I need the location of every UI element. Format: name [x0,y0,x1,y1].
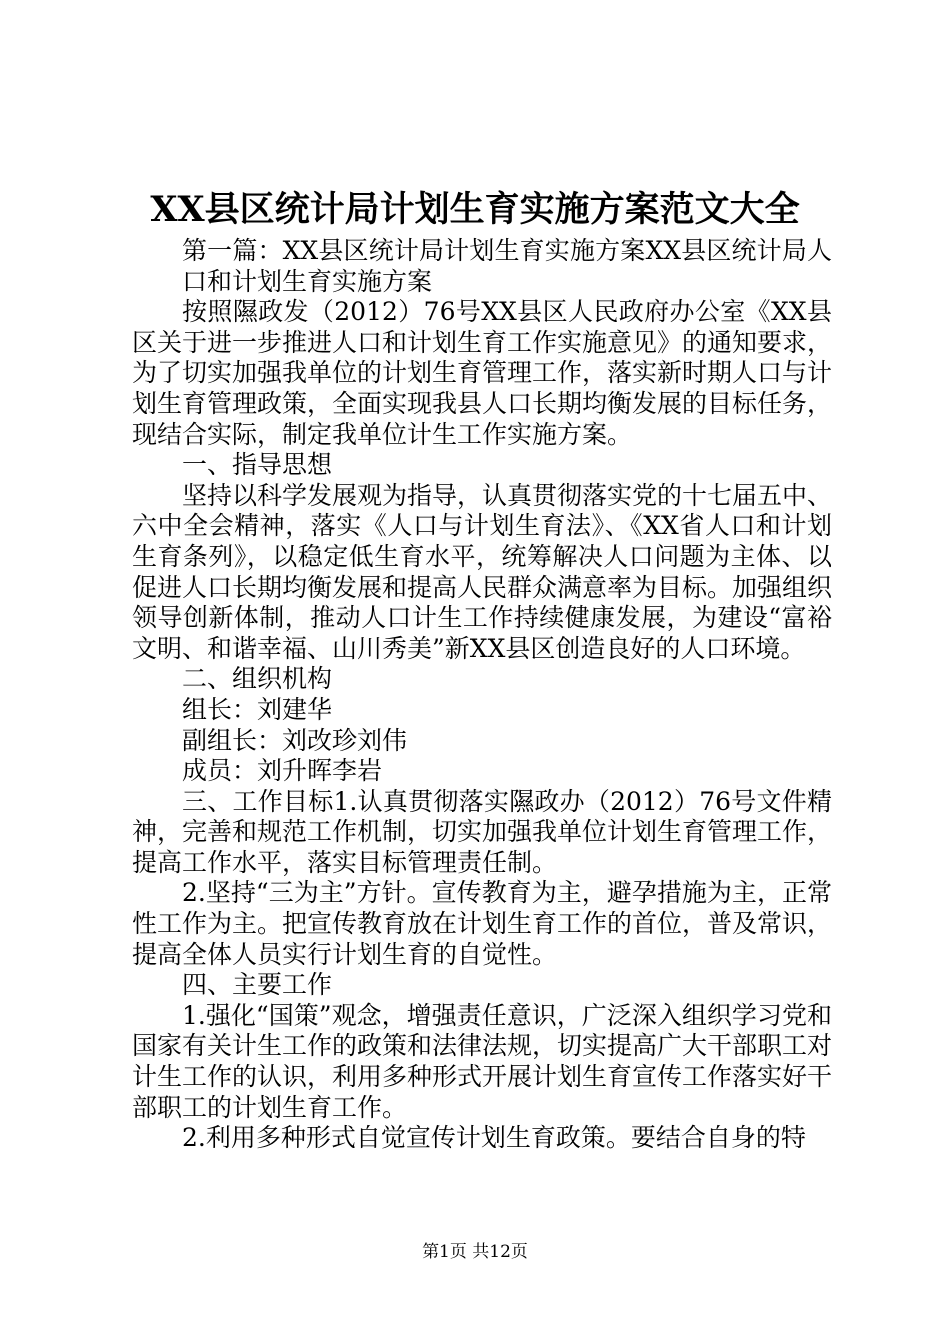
document-title: XX县区统计局计划生育实施方案范文大全 [150,189,800,230]
paragraph-intro: 按照隰政发（2012）76号XX县区人民政府办公室《XX县区关于进一步推进人口和计划生育工作实施意见》的通知要求，为了切实加强我单位的计划生育管理工作，落实新时期人口与计划生育管理政策，全面实现我县人口长期均衡发展的目标任务，现结合实际，制定我单位计生工作实施方案。 [132,297,833,449]
document-body [132,236,832,1154]
paragraph-work-goals-2: 2.坚持“三为主”方针。宣传教育为主，避孕措施为主，正常性工作为主。把宣传教育放在计划生育工作的首位，普及常识，提高全体人员实行计划生育的自觉性。 [132,878,833,969]
paragraph-guiding-thought: 坚持以科学发展观为指导，认真贯彻落实党的十七届五中、六中全会精神，落实《人口与计划生育法》、《XX省人口和计划生育条列》，以稳定低生育水平，统筹解决人口问题为主体、以促进人口长期均衡发展和提高人民群众满意率为目标。加强组织领导创新体制，推动人口计生工作持续健康发展，为建设“富裕文明、和谐幸福、山川秀美”新XX县区创造良好的人口环境。 [132,480,833,663]
paragraph-team-leader: 组长：刘建华 [182,694,333,724]
section-heading-organization: 二、组织机构 [182,664,333,694]
page-indicator: 第1页 共12页 [422,1242,528,1262]
paragraph-chapter-heading: 第一篇：XX县区统计局计划生育实施方案XX县区统计局人口和计划生育实施方案 [182,236,832,296]
paragraph-deputy-leader: 副组长：刘改珍刘伟 [182,725,408,755]
paragraph-main-work-2: 2.利用多种形式自觉宣传计划生育政策。要结合自身的特 [182,1123,806,1153]
paragraph-main-work-1: 1.强化“国策”观念，增强责任意识，广泛深入组织学习党和国家有关计生工作的政策和法律法规，切实提高广大干部职工对计生工作的认识，利用多种形式开展计划生育宣传工作落实好干部职工的计划生育工作。 [132,1000,833,1122]
section-heading-main-work: 四、主要工作 [182,970,333,1000]
paragraph-members: 成员：刘升晖李岩 [182,756,383,786]
paragraph-work-goals-1: 三、工作目标1.认真贯彻落实隰政办（2012）76号文件精神，完善和规范工作机制，切实加强我单位计划生育管理工作，提高工作水平，落实目标管理责任制。 [132,786,833,877]
section-heading-guiding-thought: 一、指导思想 [182,450,333,480]
